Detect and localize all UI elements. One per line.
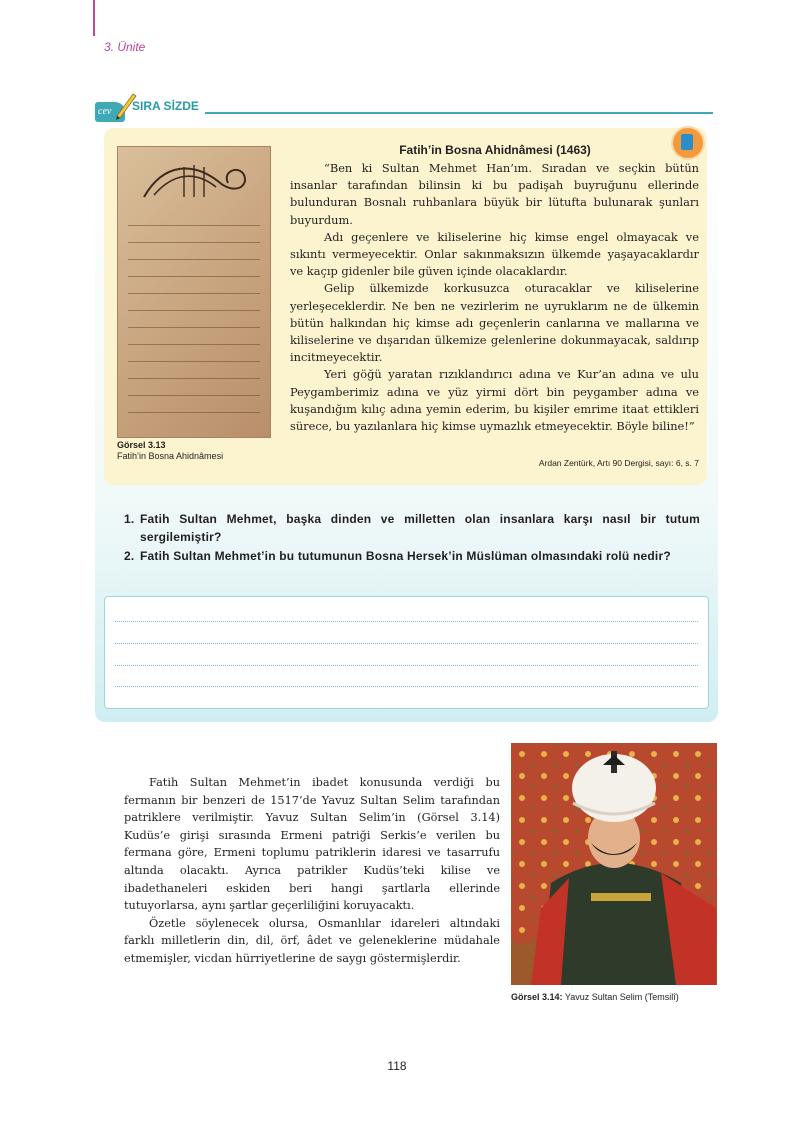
question-item: 1. Fatih Sultan Mehmet, başka dinden ve milletten olan insanlara karşı nasıl bir tutum sergilemiştir? [124,512,700,544]
portrait-caption: Görsel 3.14: Yavuz Sultan Selim (Temsilî) [511,992,679,1002]
answer-line[interactable] [115,665,698,666]
section-rule [205,112,713,114]
answer-area[interactable] [104,596,709,709]
document-paragraph: Gelip ülkemizde korkusuzca oturacaklar ve kiliselerine yerleşeceklerdir. Ne ben ne vezirlerim ne uyruklarım ne de ülkemin bütün halkından hiç kimse adı geçenlerin canlarına ve mallarına ve kiliselerine ve dışarıdan ülkemize gelenlerine dokunmayacak, saldırıp incitmeyecektir. [290,281,699,365]
tughra-icon [124,157,264,207]
unit-label: 3. Ünite [104,40,146,54]
document-title: Fatih’in Bosna Ahidnâmesi (1463) [399,143,591,157]
answer-line[interactable] [115,643,698,644]
document-paragraph: Adı geçenlere ve kiliselerine hiç kimse engel olmayacak ve sıkıntı vermeyecektir. Onlar sakınmaksızın ülkemde yaşayacaklardır ve kaçıp gidenler bile güven içinde olacaklardır. [290,229,699,279]
answer-line[interactable] [115,621,698,622]
question-item: 2. Fatih Sultan Mehmet’in bu tutumunun Bosna Hersek’in Müslüman olmasındaki rolü nedir? [124,549,671,563]
pencil-badge-icon: cev [95,102,125,122]
body-text [124,774,500,968]
page-number: 118 [387,1059,407,1073]
manuscript-image [117,146,271,438]
question-list [124,510,700,566]
document-source: Ardan Zentürk, Artı 90 Dergisi, sayı: 6, s. 7 [538,458,699,468]
document-text [290,160,699,435]
section-title: SIRA SİZDE [132,99,199,113]
section-header [95,94,713,124]
manuscript-caption: Görsel 3.13 Fatih’in Bosna Ahidnâmesi [117,440,224,461]
document-paragraph: “Ben ki Sultan Mehmet Han’ım. Sıradan ve seçkin bütün insanlar tarafından bilinsin ki bu padişah buyruğunu ellerinde bulunduran Bosnalı ruhbanlara büyük bir lütufta bulunarak şunları buyurdum. [290,161,699,227]
body-paragraph: Fatih Sultan Mehmet’in ibadet konusunda verdiği bu fermanın bir benzeri de 1517’de Yavuz Sultan Selim tarafından patriklere verilmiştir. Yavuz Sultan Selim’in (Görsel 3.14) Kudüs’e girişi sırasında Ermeni patriği Serkis’e verilen bu fermana göre, Ermeni toplumu patriklerin idaresi ve tasarrufu altında olacaktı. Ayrıca patrikler Kudüs’teki kilise ve ibadethaneleri eskiden beri hangi şartlarla ellerinde tutuyorlarsa, aynı şartlar geçerliliğini koruyacaktı. [124,776,500,913]
margin-line [93,0,95,36]
body-paragraph: Özetle söylenecek olursa, Osmanlılar idareleri altındaki farklı milletlerin din, dil, örf, âdet ve geleneklerine müdahale etmemişler, vicdan hürriyetlerine de saygı göstermişlerdir. [124,916,500,965]
portrait-image [511,743,717,985]
answer-line[interactable] [115,686,698,687]
document-paragraph: Yeri göğü yaratan rızıklandırıcı adına ve Kur’an adına ve ulu Peygamberimiz adına ve yüz yirmi dört bin peygamber adına ve kuşandığım kılıç adına yemin ederim, bu kişiler emrime itaat ettikleri sürece, bu yazılanlara hiç kimse uymazlık etmeyecektir. Böyle biline!” [290,367,699,434]
